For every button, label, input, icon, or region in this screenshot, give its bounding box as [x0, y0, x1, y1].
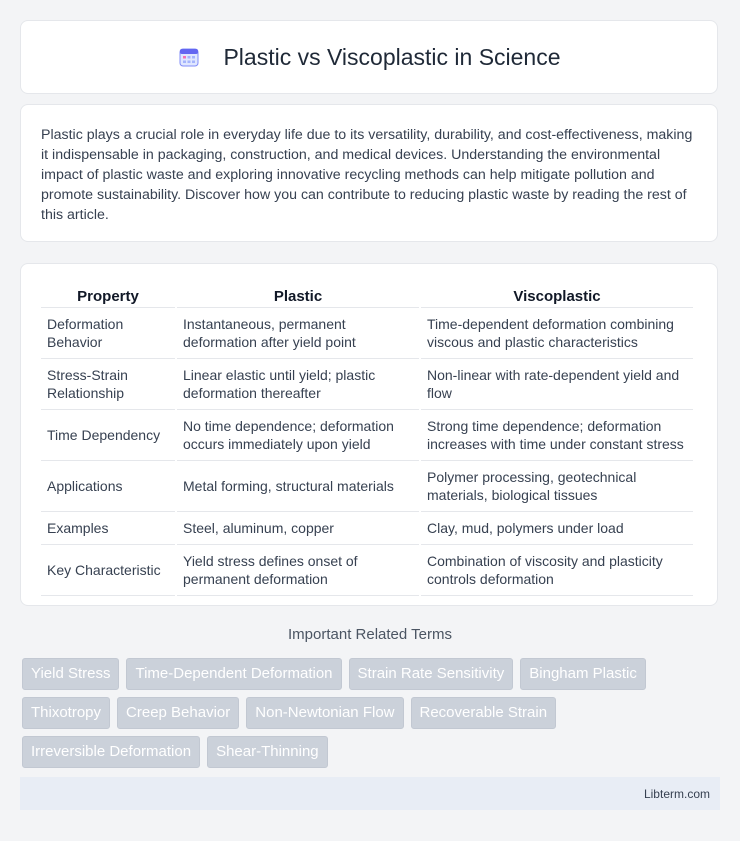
page-title: Plastic vs Viscoplastic in Science: [223, 43, 561, 70]
table-row: [41, 461, 693, 512]
table-row: [41, 545, 693, 596]
intro-paragraph: Plastic plays a crucial role in everyday life due to its versatility, durability, and cost-effectiveness, making it indispensable in packaging, construction, and medical devices. Understanding the environmental impact of plastic waste and exploring innovative recycling methods can help mitigate pollution and promote sustainability. Discover how you can contribute to reducing plastic waste by reading the rest of this article.: [41, 127, 693, 223]
table-cell-viscoplastic: Clay, mud, polymers under load: [421, 512, 693, 545]
term-tag[interactable]: Strain Rate Sensitivity: [349, 658, 514, 690]
comparison-table: [39, 284, 695, 596]
table-cell-property: Examples: [41, 512, 175, 545]
term-tag[interactable]: Shear-Thinning: [207, 736, 328, 768]
term-tag[interactable]: Irreversible Deformation: [22, 736, 200, 768]
table-cell-property: Deformation Behavior: [41, 308, 175, 359]
header-viscoplastic: Viscoplastic: [421, 284, 693, 308]
header-card: [20, 20, 718, 94]
table-cell-plastic: Instantaneous, permanent deformation after yield point: [177, 308, 419, 359]
term-tag[interactable]: Non-Newtonian Flow: [246, 697, 403, 729]
table-row: [41, 512, 693, 545]
header-plastic: Plastic: [177, 284, 419, 308]
table-row: [41, 359, 693, 410]
footer: [20, 777, 720, 810]
table-cell-plastic: No time dependence; deformation occurs immediately upon yield: [177, 410, 419, 461]
term-tag[interactable]: Bingham Plastic: [520, 658, 646, 690]
term-tag[interactable]: Yield Stress: [22, 658, 119, 690]
table-cell-property: Time Dependency: [41, 410, 175, 461]
table-cell-plastic: Metal forming, structural materials: [177, 461, 419, 512]
table-cell-viscoplastic: Non-linear with rate-dependent yield and flow: [421, 359, 693, 410]
comparison-table-card: [20, 263, 718, 606]
calendar-icon: [177, 45, 201, 69]
table-cell-viscoplastic: Polymer processing, geotechnical materials, biological tissues: [421, 461, 693, 512]
related-terms-list: [22, 658, 722, 768]
table-cell-property: Key Characteristic: [41, 545, 175, 596]
table-cell-property: Stress-Strain Relationship: [41, 359, 175, 410]
table-cell-plastic: Steel, aluminum, copper: [177, 512, 419, 545]
term-tag[interactable]: Thixotropy: [22, 697, 110, 729]
table-row: [41, 410, 693, 461]
footer-site-link[interactable]: Libterm.com: [643, 787, 710, 801]
table-cell-viscoplastic: Time-dependent deformation combining viscous and plastic characteristics: [421, 308, 693, 359]
table-row: [41, 308, 693, 359]
header-property: Property: [41, 284, 175, 308]
table-header-row: [41, 284, 693, 308]
table-cell-plastic: Yield stress defines onset of permanent deformation: [177, 545, 419, 596]
term-tag[interactable]: Recoverable Strain: [411, 697, 557, 729]
related-terms-title: Important Related Terms: [288, 626, 452, 643]
term-tag[interactable]: Creep Behavior: [117, 697, 239, 729]
table-cell-plastic: Linear elastic until yield; plastic deformation thereafter: [177, 359, 419, 410]
table-cell-property: Applications: [41, 461, 175, 512]
intro-card: [20, 104, 718, 242]
term-tag[interactable]: Time-Dependent Deformation: [126, 658, 341, 690]
table-cell-viscoplastic: Combination of viscosity and plasticity controls deformation: [421, 545, 693, 596]
table-cell-viscoplastic: Strong time dependence; deformation increases with time under constant stress: [421, 410, 693, 461]
